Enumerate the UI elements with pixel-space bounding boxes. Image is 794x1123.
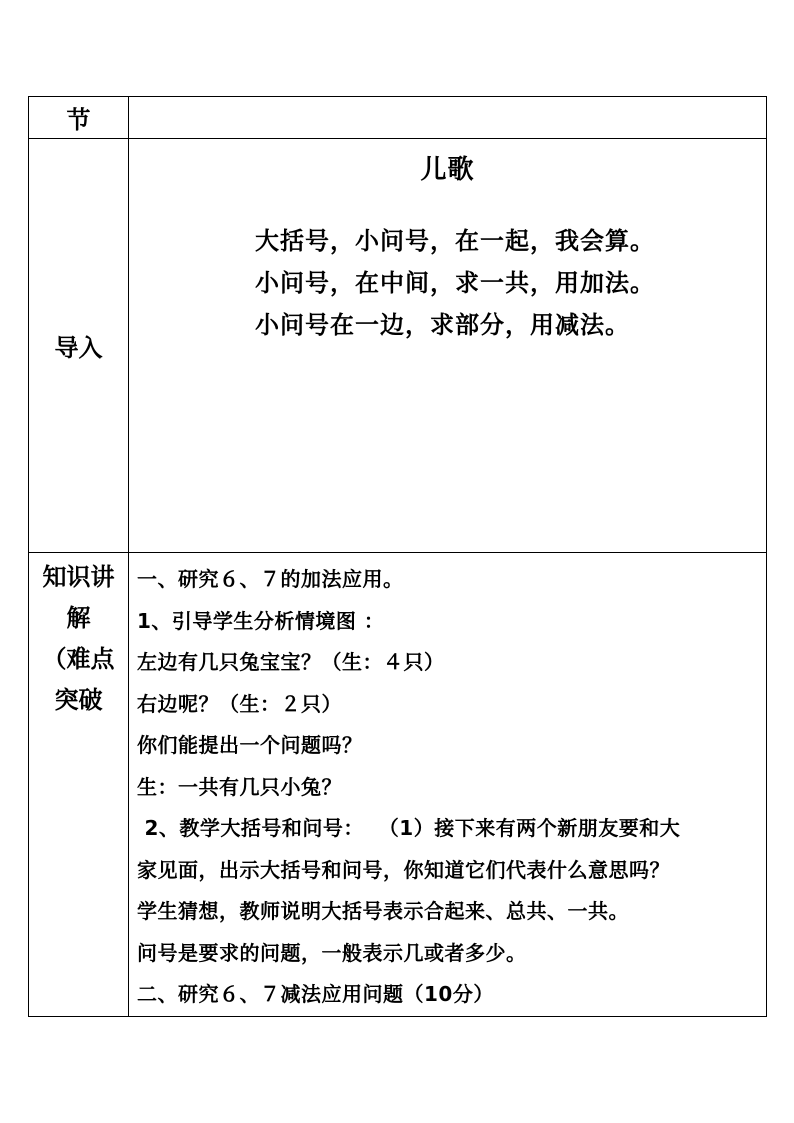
content-line: 右边呢？（生：２只） [137,691,342,716]
knowledge-content [129,553,767,1017]
song-lines [129,220,766,346]
content-line: 学生猜想，教师说明大括号表示合起来、总共、一共。 [137,899,629,923]
content-line: 一、研究６、７的加法应用。 [137,567,404,591]
content-line: 问号是要求的问题，一般表示几或者多少。 [137,940,527,965]
knowledge-label-line: 解 [66,604,91,632]
introduction-content [129,139,767,553]
section-label: 节 [29,97,129,139]
knowledge-label-line: （难点 [42,645,115,673]
introduction-row [29,139,767,553]
song-title: 儿歌 [420,155,475,185]
content-line: 家见面，出示大括号和问号，你知道它们代表什么意思吗？ [137,857,670,882]
knowledge-label-line: 知识讲 [42,563,115,591]
lesson-plan-table [28,96,767,1017]
introduction-label: 导入 [29,139,129,553]
content-line: 左边有几只兔宝宝？（生：４只） [137,650,445,674]
song-line: 大括号，小问号，在一起，我会算。 [255,227,655,255]
section-content [129,97,767,139]
content-line: 2、教学大括号和问号： （1）接下来有两个新朋友要和大 [137,816,681,840]
section-row [29,97,767,139]
content-line: 你们能提出一个问题吗？ [137,733,363,757]
knowledge-row [29,553,767,1017]
content-line: 1、引导学生分析情境图 ： [137,608,385,633]
content-line: 生：一共有几只小兔？ [137,774,342,799]
knowledge-label-line: 突破 [54,686,103,714]
content-line: 二、研究６、７减法应用问题（10分） [137,982,494,1006]
song-line: 小问号在一边，求部分，用减法。 [255,311,630,339]
knowledge-label [29,553,129,1017]
song-line: 小问号，在中间，求一共，用加法。 [255,269,655,297]
